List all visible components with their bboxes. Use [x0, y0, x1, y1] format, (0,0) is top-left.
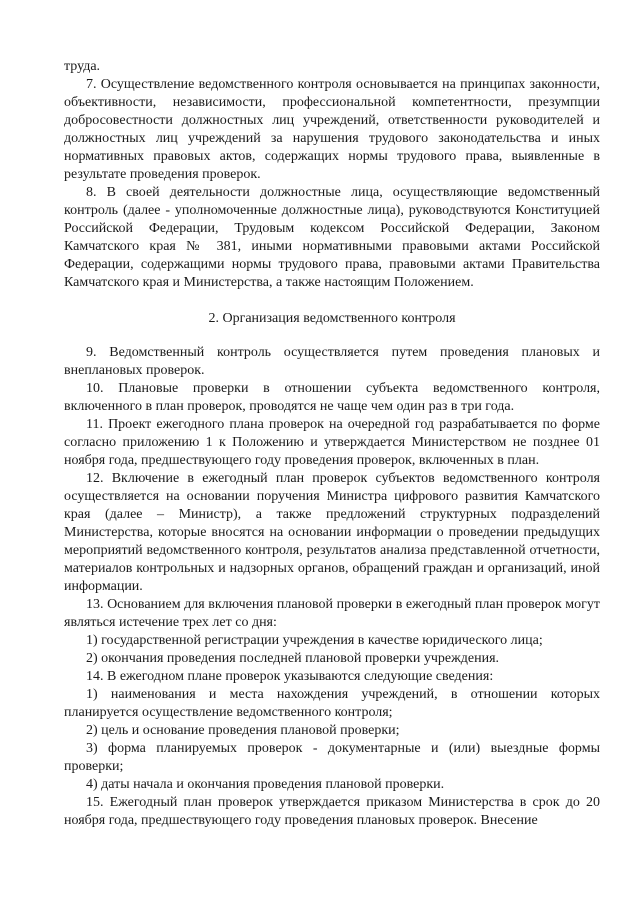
paragraph-9: 9. Ведомственный контроль осуществляется путем проведения плановых и внеплановых проверок. — [64, 345, 600, 378]
paragraph-8: 8. В своей деятельности должностные лица, осуществляющие ведомственный контроль (далее - уполномоченные должностные лица), руководствуются Конституцией Российской Федерации, Трудовым кодексом Российской Федерации, Законом Камчатского края № 381, иными нормативными правовыми актами Российской Федерации, содержащими нормы трудового права, правовыми актами Правительства Камчатского края и Министерства, а также настоящим Положением. — [64, 185, 600, 290]
list-item-13-1: 1) государственной регистрации учреждения в качестве юридического лица; — [86, 633, 543, 648]
paragraph-10: 10. Плановые проверки в отношении субъекта ведомственного контроля, включенного в план проверок, проводятся не чаще чем один раз в три года. — [64, 381, 600, 414]
section-heading: 2. Организация ведомственного контроля — [208, 311, 456, 326]
paragraph-7: 7. Осуществление ведомственного контроля основывается на принципах законности, объективности, независимости, профессиональной компетентности, презумпции добросовестности должностных лиц учреждений, ответственности руководителей и должностных лиц учреждений за нарушения трудового законодательства и иных нормативных правовых актов, содержащих нормы трудового права, выявленные в результате проведения проверок. — [64, 77, 600, 182]
paragraph-11: 11. Проект ежегодного плана проверок на очередной год разрабатывается по форме согласно приложению 1 к Положению и утверждается Министерством не позднее 01 ноября года, предшествующего году проведения проверок, включенных в план. — [64, 417, 600, 468]
list-item-14-2: 2) цель и основание проведения плановой проверки; — [86, 723, 400, 738]
paragraph-15: 15. Ежегодный план проверок утверждается приказом Министерства в срок до 20 ноября года, предшествующего году проведения плановых проверок. Внесение — [64, 795, 600, 828]
list-item-13-2: 2) окончания проведения последней плановой проверки учреждения. — [86, 651, 500, 666]
paragraph-14: 14. В ежегодном плане проверок указываются следующие сведения: — [86, 669, 494, 684]
list-item-14-3: 3) форма планируемых проверок - документарные и (или) выездные формы проверки; — [64, 741, 600, 774]
document-page — [64, 58, 600, 830]
continuation-text: труда. — [64, 59, 101, 74]
paragraph-12: 12. Включение в ежегодный план проверок субъектов ведомственного контроля осуществляется на основании поручения Министра цифрового развития Камчатского края (далее – Министр), а также предложений структурных подразделений Министерства, которые вносятся на основании информации о проведении предыдущих мероприятий ведомственного контроля, результатов анализа представленной отчетности, материалов контрольных и надзорных органов, обращений граждан и организаций, иной информации. — [64, 471, 600, 594]
list-item-14-4: 4) даты начала и окончания проведения плановой проверки. — [86, 777, 445, 792]
list-item-14-1: 1) наименования и места нахождения учреждений, в отношении которых планируется осуществление ведомственного контроля; — [64, 687, 600, 720]
paragraph-13: 13. Основанием для включения плановой проверки в ежегодный план проверок могут являться истечение трех лет со дня: — [64, 597, 600, 630]
